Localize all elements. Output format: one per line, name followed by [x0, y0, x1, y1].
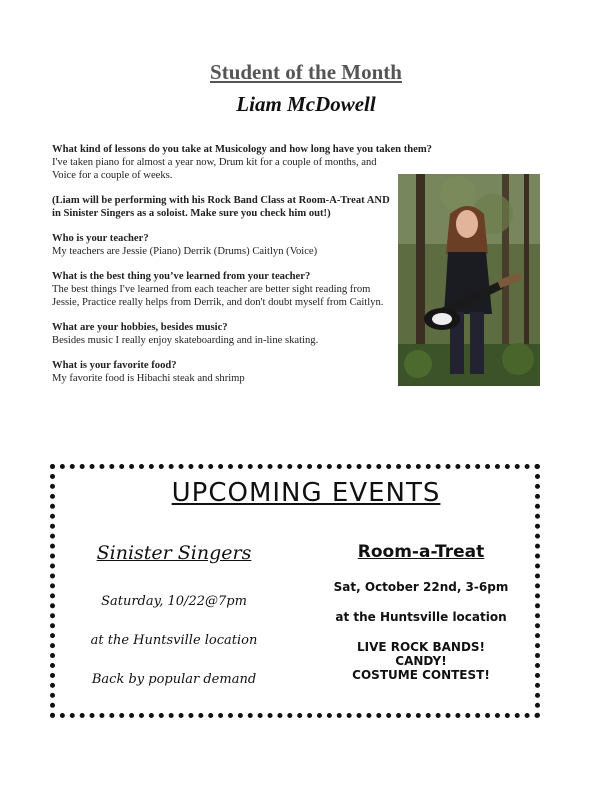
page-title: Student of the Month: [210, 60, 402, 84]
answer: My teachers are Jessie (Piano) Derrik (Drums) Caitlyn (Voice): [52, 246, 318, 257]
event-tagline: Back by popular demand: [91, 672, 257, 687]
qa-food: [52, 359, 392, 385]
event-heading: Sinister Singers: [96, 542, 252, 564]
student-name: Liam McDowell: [236, 92, 376, 116]
question: What is the best thing you’ve learned from your teacher?: [52, 271, 311, 282]
event-date: Saturday, 10/22@7pm: [101, 594, 247, 609]
answer: The best things I've learned from each teacher are better sight reading from Jessie, Practice really helps from Derrik, and don't doubt myself from Caitlyn.: [52, 284, 384, 308]
answer: I've taken piano for almost a year now, Drum kit for a couple of months, and Voice for a couple of weeks.: [52, 157, 377, 181]
qa-hobbies: [52, 321, 392, 347]
event-room-a-treat: [322, 542, 520, 682]
guitarist-photo-illustration: [398, 174, 540, 386]
event-heading: Room-a-Treat: [357, 542, 485, 562]
qa-best-thing: [52, 270, 392, 309]
qa-teacher: [52, 232, 392, 258]
answer: My favorite food is Hibachi steak and shrimp: [52, 373, 245, 384]
event-sinister-singers: [72, 542, 276, 711]
student-photo: [398, 174, 540, 386]
question: What are your hobbies, besides music?: [52, 322, 228, 333]
interview-section: [52, 143, 432, 397]
qa-lessons: [52, 143, 432, 182]
event-highlight-item: COSTUME CONTEST!: [352, 668, 490, 682]
performance-note: (Liam will be performing with his Rock Band Class at Room-A-Treat AND in Sinister Singers as a soloist. Make sure you check him out!): [52, 195, 390, 219]
event-highlight-item: CANDY!: [395, 654, 447, 668]
event-date: Sat, October 22nd, 3-6pm: [333, 580, 509, 594]
event-location: at the Huntsville location: [335, 610, 507, 624]
question: What is your favorite food?: [52, 360, 177, 371]
event-highlight-item: LIVE ROCK BANDS!: [356, 640, 486, 654]
question: Who is your teacher?: [52, 233, 149, 244]
events-title: UPCOMING EVENTS: [171, 478, 441, 508]
answer: Besides music I really enjoy skateboarding and in-line skating.: [52, 335, 319, 346]
event-location: at the Huntsville location: [90, 633, 258, 648]
event-highlights: [322, 640, 520, 682]
question: What kind of lessons do you take at Musicology and how long have you taken them?: [52, 144, 432, 155]
